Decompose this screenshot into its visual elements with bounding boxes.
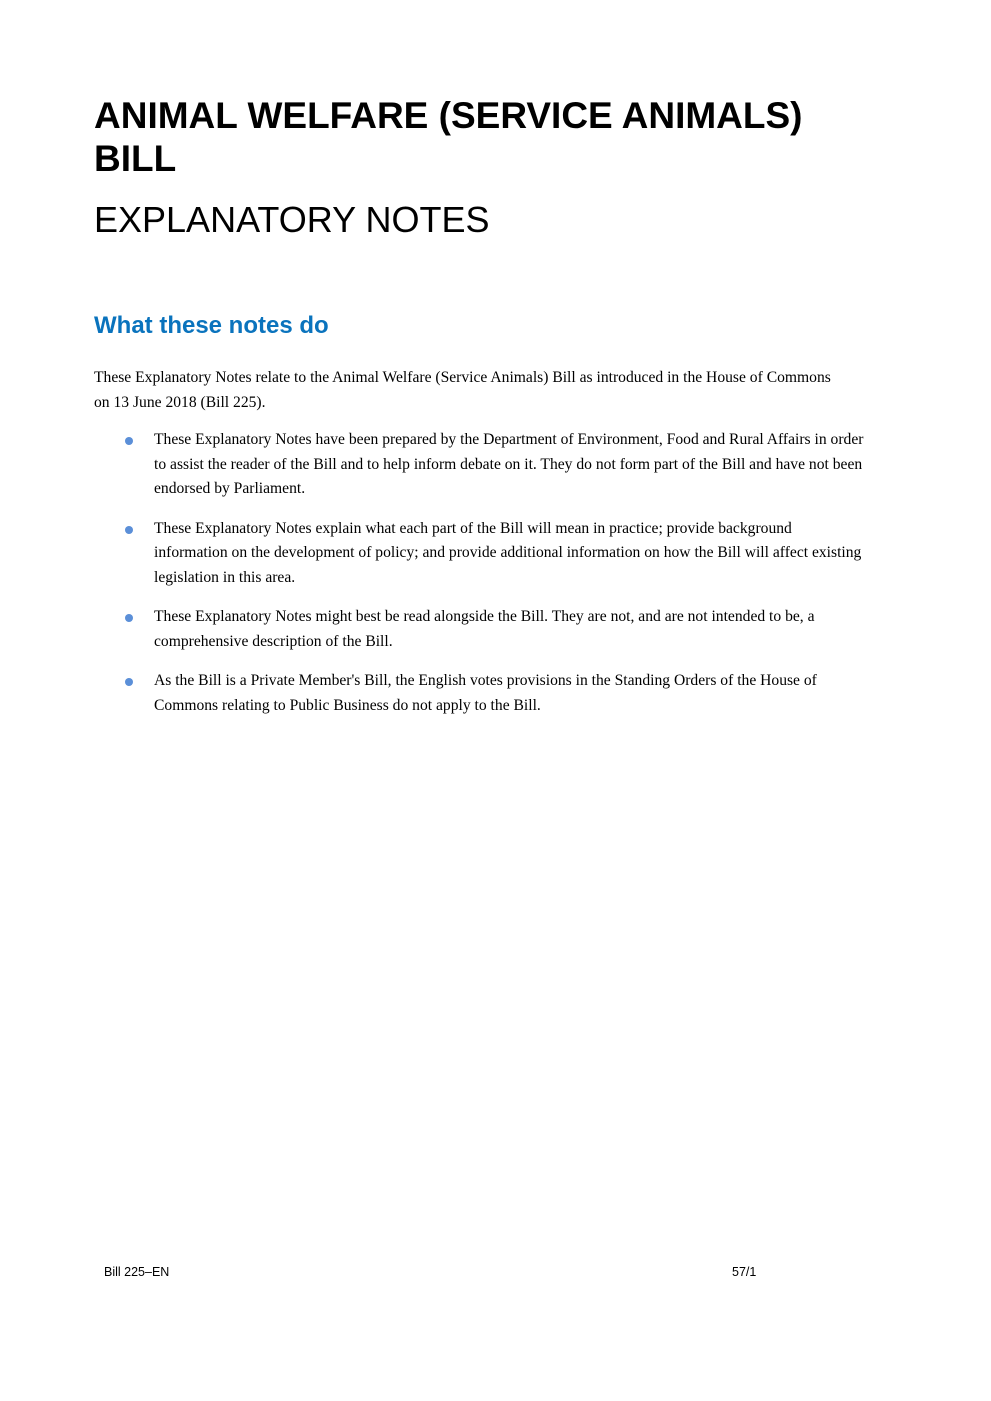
bullet-item bbox=[94, 669, 864, 718]
bullet-text: As the Bill is a Private Member's Bill, the English votes provisions in the Standing Orders of the House of Commons relating to Public Business do not apply to the Bill. bbox=[154, 672, 817, 714]
bullet-list bbox=[94, 428, 864, 733]
bullet-item bbox=[94, 517, 864, 591]
bullet-icon bbox=[125, 526, 133, 534]
bullet-icon bbox=[125, 614, 133, 622]
section-heading: What these notes do bbox=[94, 312, 329, 339]
bullet-icon bbox=[125, 437, 133, 445]
bullet-icon bbox=[125, 678, 133, 686]
footer-bill-reference: Bill 225–EN bbox=[104, 1265, 170, 1279]
bullet-text: These Explanatory Notes might best be read alongside the Bill. They are not, and are not intended to be, a comprehensive description of the Bill. bbox=[154, 608, 815, 650]
bullet-text: These Explanatory Notes explain what each part of the Bill will mean in practice; provide background information on the development of policy; and provide additional information on how the Bill will affect existing legislation in this area. bbox=[154, 519, 862, 586]
footer-page-reference: 57/1 bbox=[732, 1265, 757, 1279]
document-title: ANIMAL WELFARE (SERVICE ANIMALS) BILL bbox=[94, 95, 803, 179]
bullet-item bbox=[94, 428, 864, 502]
bullet-item bbox=[94, 605, 864, 654]
bullet-text: These Explanatory Notes have been prepared by the Department of Environment, Food and Rural Affairs in order to assist the reader of the Bill and to help inform debate on it. They do not form part of the Bill and have not been endorsed by Parliament. bbox=[154, 431, 864, 497]
intro-paragraph: These Explanatory Notes relate to the Animal Welfare (Service Animals) Bill as introduced in the House of Commons on 13 June 2018 (Bill 225). bbox=[94, 369, 831, 411]
document-subtitle: EXPLANATORY NOTES bbox=[94, 199, 490, 240]
